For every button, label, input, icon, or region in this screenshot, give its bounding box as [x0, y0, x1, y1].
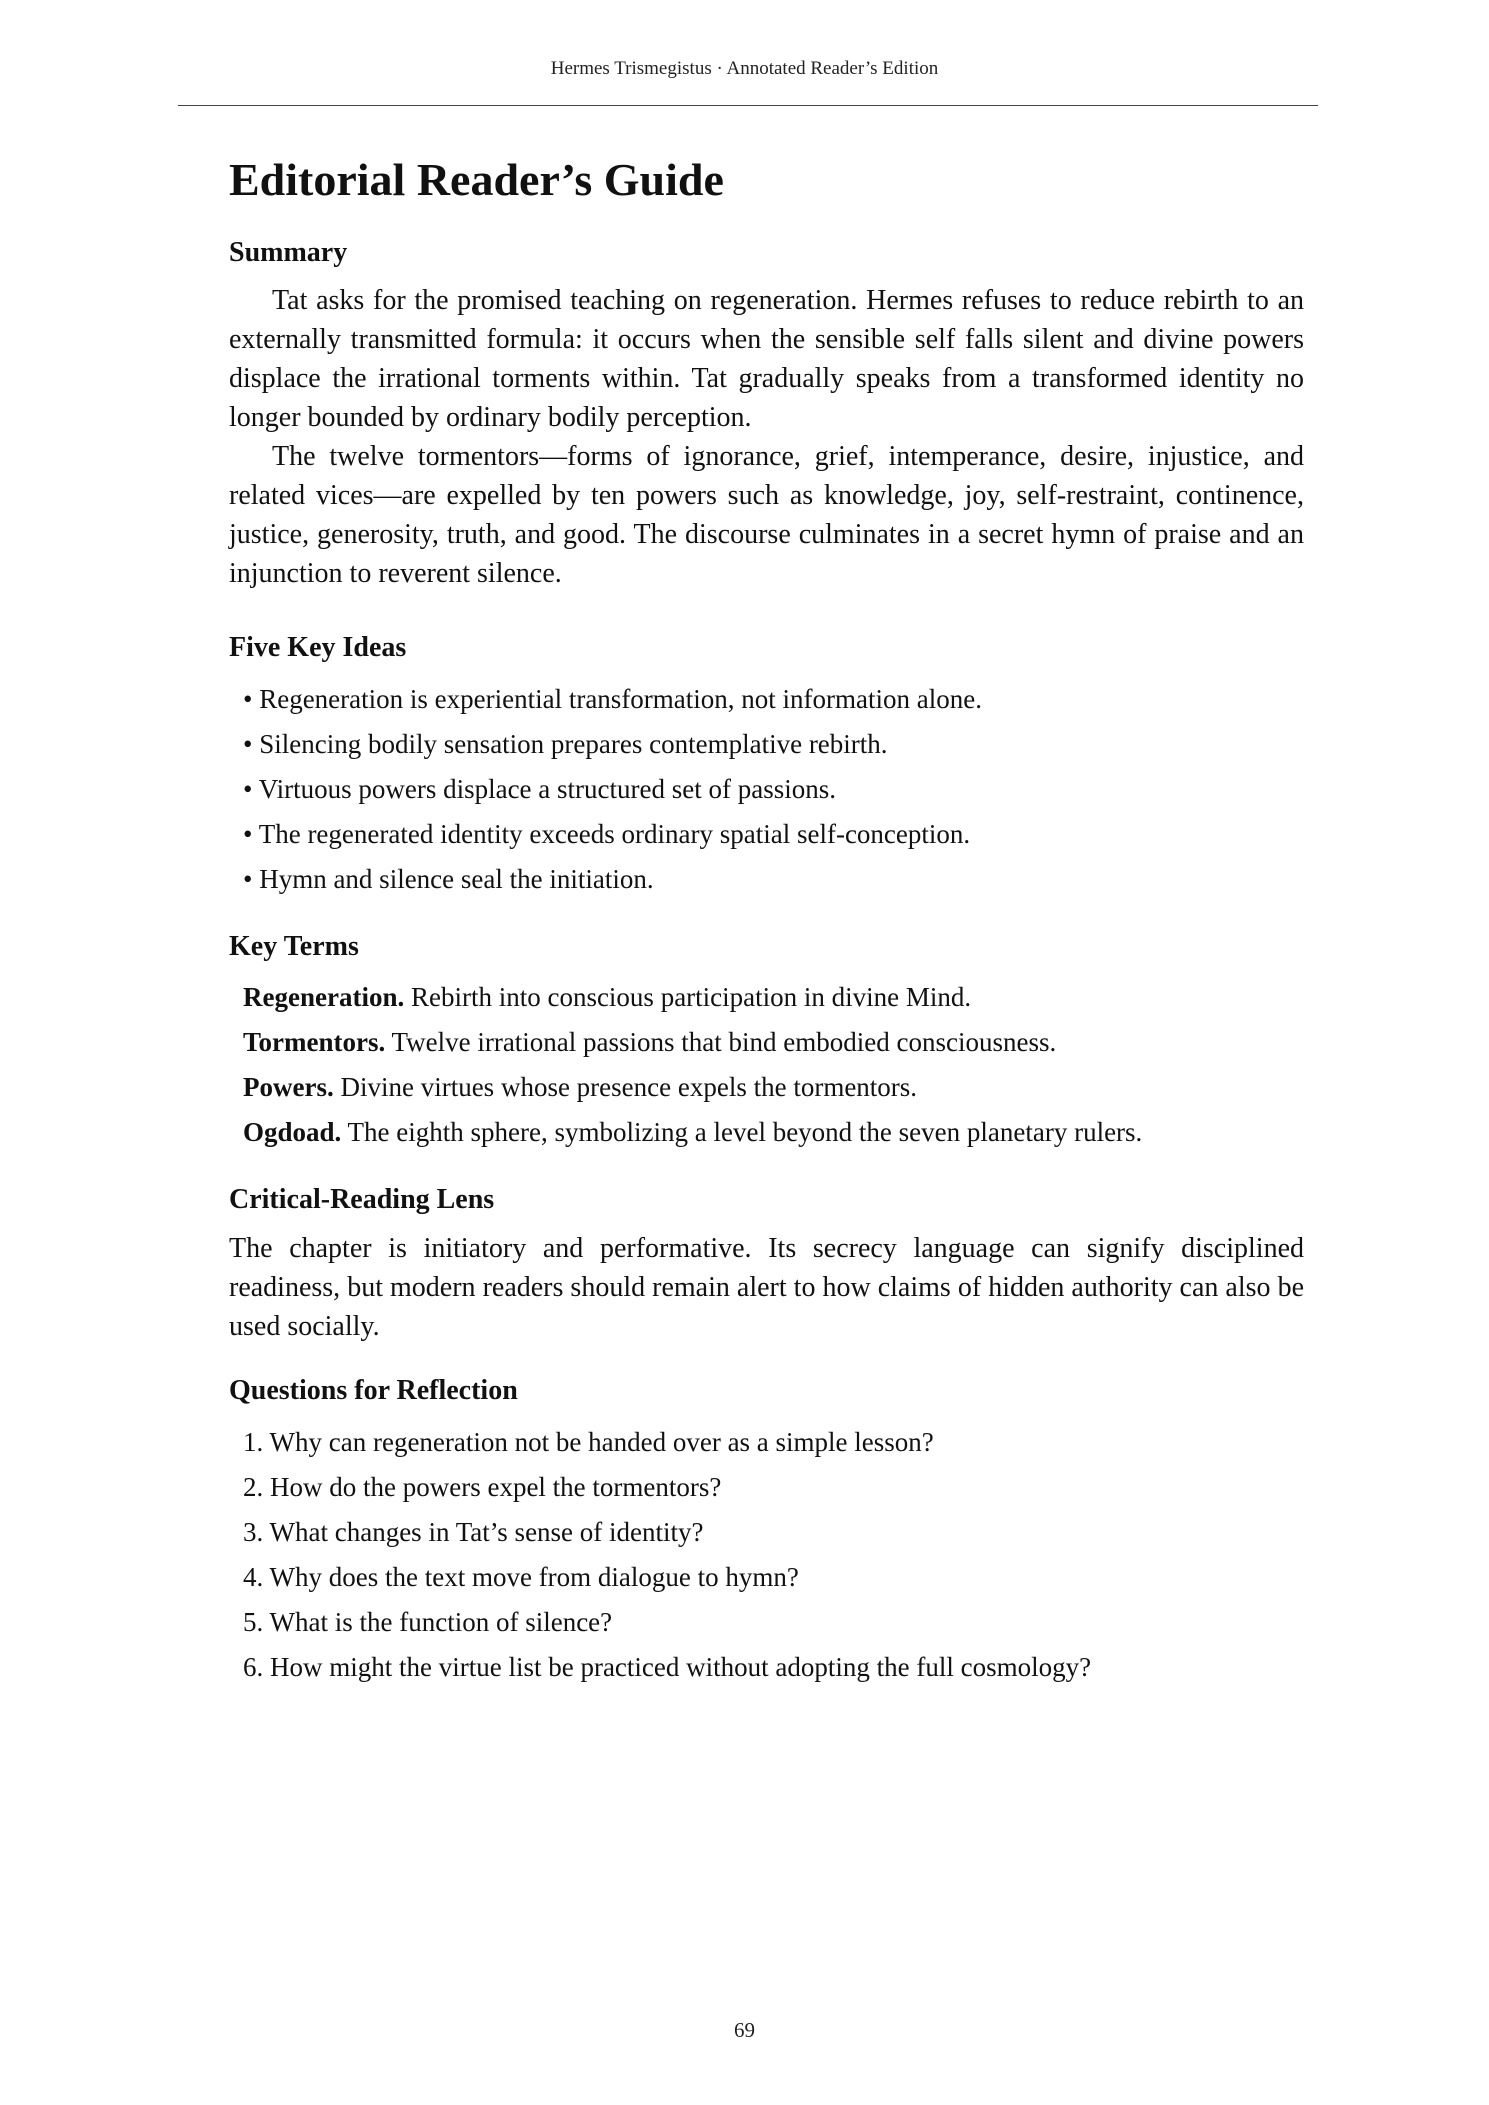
key-terms-heading: Key Terms — [229, 930, 359, 962]
key-term-entry — [229, 1020, 1304, 1065]
question-item: 5. What is the function of silence? — [243, 1606, 613, 1637]
page-number: 69 — [734, 2018, 755, 2042]
question-item: 3. What changes in Tat’s sense of identity? — [243, 1516, 704, 1547]
key-terms-section — [229, 930, 1304, 1156]
key-idea-item: • Virtuous powers displace a structured set of passions. — [243, 773, 836, 804]
questions-list — [229, 1420, 1304, 1690]
key-idea-item: • Silencing bodily sensation prepares contemplative rebirth. — [243, 728, 888, 759]
header-rule — [178, 105, 1318, 106]
question-item: 1. Why can regeneration not be handed over as a simple lesson? — [243, 1426, 934, 1457]
question-item: 4. Why does the text move from dialogue to hymn? — [243, 1561, 799, 1592]
key-term-entry — [229, 1110, 1304, 1155]
question-item: 6. How might the virtue list be practiced without adopting the full cosmology? — [243, 1651, 1092, 1682]
summary-section — [229, 236, 1304, 594]
page-title: Editorial Reader’s Guide — [229, 154, 724, 205]
key-term-definition: The eighth sphere, symbolizing a level beyond the seven planetary rulers. — [341, 1117, 1143, 1148]
key-idea-item: • The regenerated identity exceeds ordinary spatial self-conception. — [243, 818, 971, 849]
questions-section — [229, 1374, 1304, 1690]
running-header: Hermes Trismegistus · Annotated Reader’s Edition — [550, 58, 939, 79]
summary-paragraph: The twelve tormentors—forms of ignorance, grief, intemperance, desire, injustice, and related vices—are expelled by ten powers such as knowledge, joy, self-restraint, continence, justice, generosity, truth, and good. The discourse culminates in a secret hymn of praise and an injunction to reverent silence. — [229, 441, 1304, 590]
critical-lens-section — [229, 1183, 1304, 1346]
key-term-entry — [229, 1065, 1304, 1110]
questions-heading: Questions for Reflection — [229, 1374, 518, 1406]
key-term-definition: Divine virtues whose presence expels the tormentors. — [333, 1072, 918, 1103]
key-ideas-list — [229, 677, 1304, 902]
key-term: Regeneration. — [243, 982, 405, 1013]
summary-heading: Summary — [229, 236, 348, 268]
key-term: Powers. — [243, 1072, 334, 1103]
key-term-definition: Twelve irrational passions that bind embodied consciousness. — [385, 1027, 1057, 1058]
question-item: 2. How do the powers expel the tormentors? — [243, 1471, 722, 1502]
key-term: Tormentors. — [243, 1027, 386, 1058]
key-term-entry — [229, 975, 1304, 1020]
key-ideas-section — [229, 631, 1304, 902]
key-term-definition: Rebirth into conscious participation in divine Mind. — [404, 982, 972, 1013]
critical-lens-heading: Critical-Reading Lens — [229, 1184, 495, 1216]
key-idea-item: • Regeneration is experiential transformation, not information alone. — [243, 683, 982, 714]
key-idea-item: • Hymn and silence seal the initiation. — [243, 863, 654, 894]
page-content — [229, 155, 1304, 1718]
critical-lens-paragraph: The chapter is initiatory and performative. Its secrecy language can signify disciplined readiness, but modern readers should remain alert to how claims of hidden authority can also be used socially. — [229, 1232, 1304, 1342]
summary-paragraph: Tat asks for the promised teaching on regeneration. Hermes refuses to reduce rebirth to an externally transmitted formula: it occurs when the sensible self falls silent and divine powers displace the irrational torments within. Tat gradually speaks from a transformed identity no longer bounded by ordinary bodily perception. — [229, 285, 1304, 434]
key-term: Ogdoad. — [243, 1117, 342, 1148]
key-ideas-heading: Five Key Ideas — [229, 632, 407, 664]
